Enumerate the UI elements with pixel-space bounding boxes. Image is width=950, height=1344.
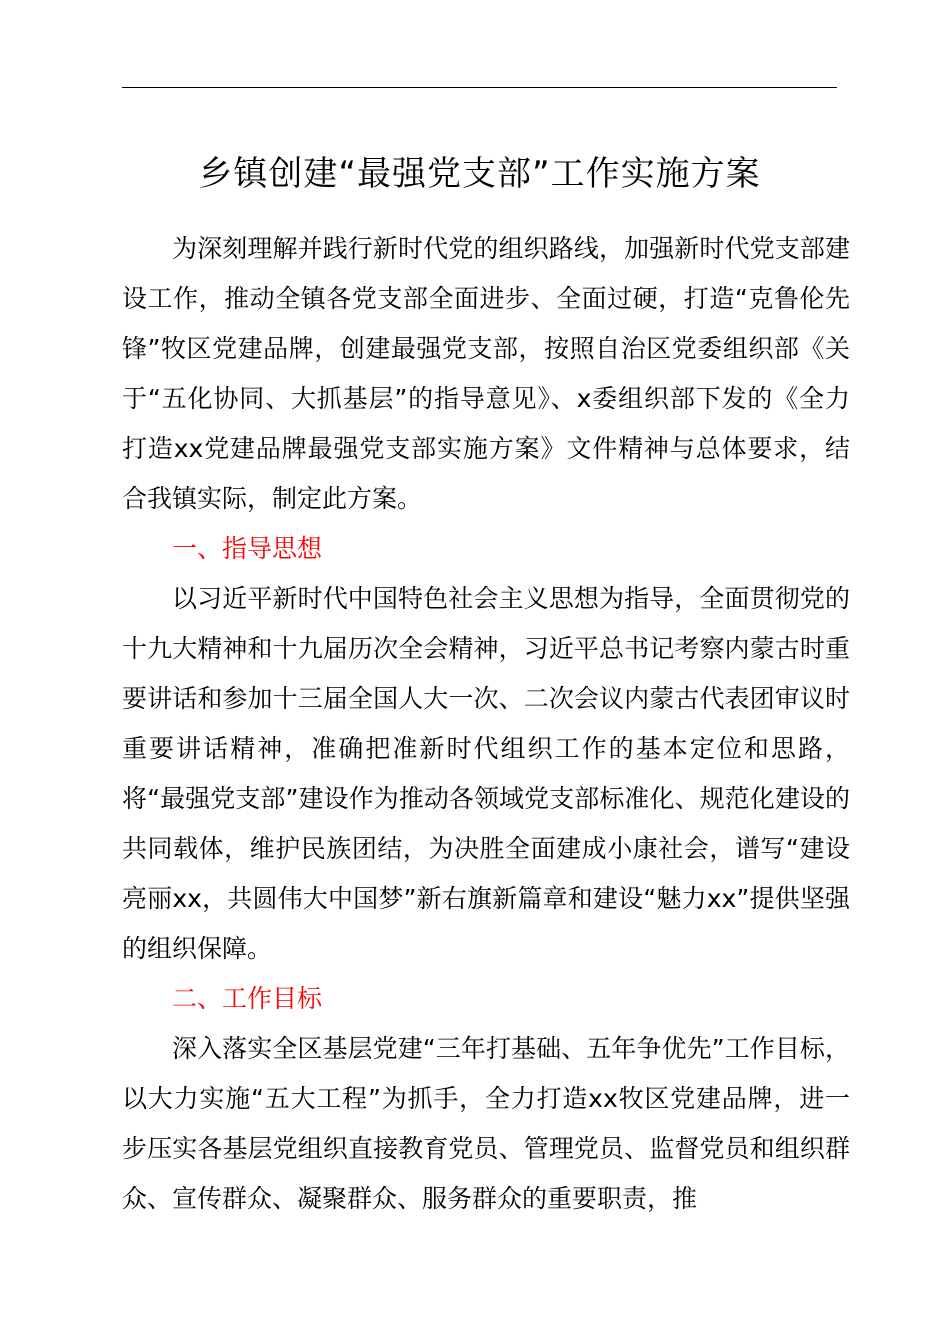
document-title: 乡镇创建“最强党支部”工作实施方案: [198, 154, 761, 194]
header-rule: [122, 87, 837, 88]
section-heading-guiding-ideology: 一、指导思想: [172, 534, 323, 563]
section-paragraph-guiding-ideology: 以习近平新时代中国特色社会主义思想为指导，全面贯彻党的十九大精神和十九届历次全会精神，习近平总书记考察内蒙古时重要讲话和参加十三届全国人大一次、二次会议内蒙古代表团审议时重要讲话精神，准确把准新时代组织工作的基本定位和思路，将“最强党支部”建设作为推动各领域党支部标准化、规范化建设的共同载体，维护民族团结，为决胜全面建成小康社会，谱写“建设亮丽xx，共圆伟大中国梦”新右旗新篇章和建设“魅力xx”提供坚强的组织保障。: [122, 584, 850, 963]
section-heading-work-goals: 二、工作目标: [172, 984, 323, 1013]
document-body: [122, 224, 850, 1224]
intro-paragraph: 为深刻理解并践行新时代党的组织路线，加强新时代党支部建设工作，推动全镇各党支部全面进步、全面过硬，打造“克鲁伦先锋”牧区党建品牌，创建最强党支部，按照自治区党委组织部《关于“五化协同、大抓基层”的指导意见》、x委组织部下发的《全力打造xx党建品牌最强党支部实施方案》文件精神与总体要求，结合我镇实际，制定此方案。: [122, 234, 850, 513]
section-paragraph-work-goals: 深入落实全区基层党建“三年打基础、五年争优先”工作目标，以大力实施“五大工程”为抓手，全力打造xx牧区党建品牌，进一步压实各基层党组织直接教育党员、管理党员、监督党员和组织群众、宣传群众、凝聚群众、服务群众的重要职责，推: [122, 1034, 850, 1213]
